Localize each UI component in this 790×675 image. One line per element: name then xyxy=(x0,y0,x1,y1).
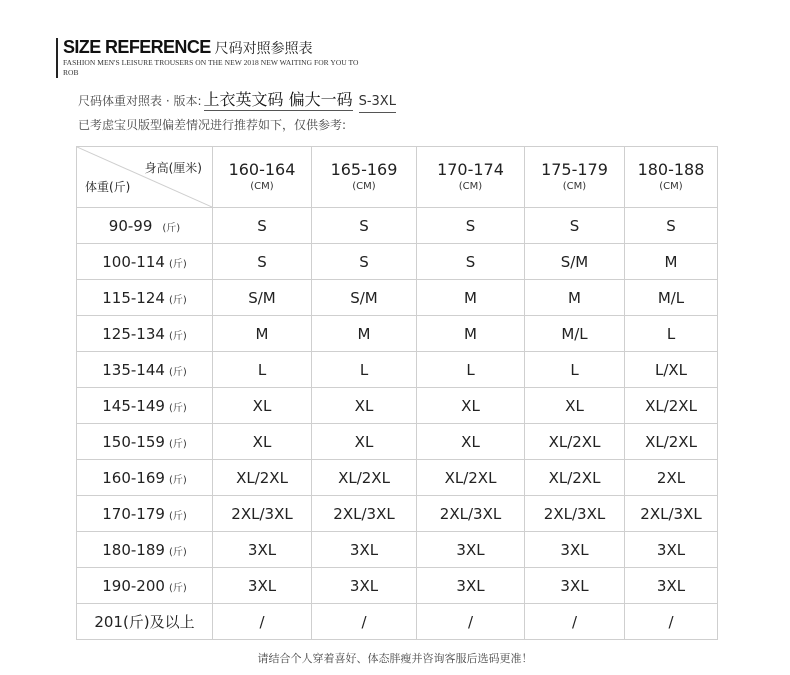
size-cell: M xyxy=(625,244,718,280)
size-cell: L xyxy=(312,352,417,388)
weight-range: 150-159 xyxy=(102,432,165,451)
table-row xyxy=(77,208,718,244)
height-range: 180-188 xyxy=(637,160,705,179)
weight-range-cell xyxy=(77,604,213,640)
corner-height-label: 身高(厘米) xyxy=(144,161,202,175)
size-cell: XL xyxy=(417,388,525,424)
weight-unit: (斤) xyxy=(168,438,187,450)
weight-unit: (斤) xyxy=(168,546,187,558)
weight-unit: (斤) xyxy=(168,510,187,522)
weight-range-cell xyxy=(77,388,213,424)
size-cell: M xyxy=(417,316,525,352)
size-cell: 3XL xyxy=(625,568,718,604)
size-cell: 2XL/3XL xyxy=(312,496,417,532)
height-unit: (CM) xyxy=(352,181,376,192)
page-title-en: SIZE REFERENCE xyxy=(63,37,211,57)
height-column-header xyxy=(312,147,417,208)
height-range: 160-164 xyxy=(228,160,296,179)
weight-range-cell xyxy=(77,568,213,604)
size-cell: 3XL xyxy=(525,568,625,604)
size-cell: S xyxy=(525,208,625,244)
size-cell: M/L xyxy=(625,280,718,316)
weight-range: 115-124 xyxy=(102,288,165,307)
size-cell: XL xyxy=(417,424,525,460)
header-accent-bar xyxy=(56,38,58,78)
height-range: 175-179 xyxy=(541,160,608,179)
weight-range: 170-179 xyxy=(102,504,165,523)
table-row xyxy=(77,568,718,604)
size-cell: 2XL xyxy=(625,460,718,496)
size-cell: 2XL/3XL xyxy=(625,496,718,532)
intro-prefix: 尺码体重对照表 · 版本: xyxy=(78,94,202,108)
version-label: 上衣英文码 偏大一码 xyxy=(203,90,353,109)
size-cell: XL/2XL xyxy=(525,460,625,496)
weight-unit: (斤) xyxy=(168,330,187,342)
height-column-header xyxy=(525,147,625,208)
size-cell: M xyxy=(417,280,525,316)
weight-range-cell xyxy=(77,244,213,280)
size-cell: S/M xyxy=(213,280,312,316)
size-cell: S xyxy=(625,208,718,244)
table-row xyxy=(77,352,718,388)
weight-range-cell xyxy=(77,496,213,532)
size-cell: 2XL/3XL xyxy=(525,496,625,532)
table-header-row xyxy=(77,147,718,208)
weight-range: 100-114 xyxy=(102,252,165,271)
size-cell: S xyxy=(312,244,417,280)
intro-disclaimer: 已考虑宝贝版型偏差情况进行推荐如下，仅供参考: xyxy=(78,118,347,132)
size-cell: 3XL xyxy=(417,568,525,604)
size-range-label: S-3XL xyxy=(359,94,396,113)
height-unit: (CM) xyxy=(659,181,683,192)
weight-unit: (斤) xyxy=(168,258,187,270)
size-cell: / xyxy=(417,604,525,640)
table-row xyxy=(77,496,718,532)
size-cell: 3XL xyxy=(417,532,525,568)
size-cell: L xyxy=(213,352,312,388)
corner-diagonal-line xyxy=(77,147,212,207)
page-title-cn: 尺码对照参照表 xyxy=(214,41,313,57)
weight-range: 90-99 xyxy=(108,216,153,235)
size-cell: L xyxy=(417,352,525,388)
table-row xyxy=(77,280,718,316)
size-cell: / xyxy=(625,604,718,640)
table-row xyxy=(77,316,718,352)
weight-unit: (斤) xyxy=(168,294,187,306)
size-cell: L/XL xyxy=(625,352,718,388)
weight-range: 160-169 xyxy=(102,468,165,487)
weight-unit: (斤) xyxy=(168,582,187,594)
size-cell: XL/2XL xyxy=(625,388,718,424)
weight-unit: (斤) xyxy=(168,474,187,486)
weight-range-cell xyxy=(77,424,213,460)
height-range: 170-174 xyxy=(437,160,504,179)
size-cell: L xyxy=(625,316,718,352)
weight-range-cell xyxy=(77,316,213,352)
size-cell: XL xyxy=(312,388,417,424)
weight-range-cell xyxy=(77,280,213,316)
size-cell: S xyxy=(417,244,525,280)
table-row xyxy=(77,532,718,568)
size-cell: XL xyxy=(312,424,417,460)
weight-range: 145-149 xyxy=(102,396,165,415)
height-unit: (CM) xyxy=(250,181,274,192)
weight-range-cell xyxy=(77,352,213,388)
weight-range-cell xyxy=(77,460,213,496)
size-cell: XL xyxy=(525,388,625,424)
weight-range: 190-200 xyxy=(102,576,165,595)
table-row xyxy=(77,424,718,460)
size-cell: XL/2XL xyxy=(625,424,718,460)
size-cell: S xyxy=(213,208,312,244)
intro-version-line xyxy=(78,87,396,110)
size-cell: 2XL/3XL xyxy=(213,496,312,532)
height-unit: (CM) xyxy=(562,181,587,192)
table-corner-cell xyxy=(77,147,213,208)
weight-unit: (斤) xyxy=(168,402,187,414)
table-row xyxy=(77,244,718,280)
size-cell: S xyxy=(213,244,312,280)
height-column-header xyxy=(417,147,525,208)
footer-note: 请结合个人穿着喜好、体态胖瘦并咨询客服后选码更准！ xyxy=(257,652,533,665)
page-subtitle: FASHION MEN'S LEISURE TROUSERS ON THE NEW 2018 NEW WAITING FOR YOU TO ROB xyxy=(63,58,359,77)
weight-range-cell xyxy=(77,208,213,244)
height-column-header xyxy=(625,147,718,208)
size-cell: XL/2XL xyxy=(213,460,312,496)
size-cell: XL/2XL xyxy=(312,460,417,496)
size-cell: M xyxy=(525,280,625,316)
size-cell: M/L xyxy=(525,316,625,352)
size-cell: M xyxy=(213,316,312,352)
weight-unit: (斤) xyxy=(168,366,187,378)
size-cell: / xyxy=(213,604,312,640)
size-cell: L xyxy=(525,352,625,388)
weight-range: 125-134 xyxy=(102,324,165,343)
size-cell: 3XL xyxy=(312,532,417,568)
size-cell: / xyxy=(312,604,417,640)
weight-range: 180-189 xyxy=(102,540,165,559)
weight-range: 201(斤)及以上 xyxy=(94,613,195,631)
size-cell: 3XL xyxy=(213,532,312,568)
size-cell: 3XL xyxy=(525,532,625,568)
size-cell: XL/2XL xyxy=(525,424,625,460)
size-cell: XL/2XL xyxy=(417,460,525,496)
weight-range: 135-144 xyxy=(102,360,165,379)
table-row xyxy=(77,460,718,496)
size-cell: S xyxy=(417,208,525,244)
size-reference-table xyxy=(76,146,718,640)
size-cell: S xyxy=(312,208,417,244)
size-cell: / xyxy=(525,604,625,640)
size-cell: S/M xyxy=(525,244,625,280)
size-table-body xyxy=(77,147,718,640)
corner-weight-label: 体重(斤) xyxy=(85,180,131,194)
weight-unit: (斤) xyxy=(162,222,181,234)
weight-range-cell xyxy=(77,532,213,568)
size-cell: M xyxy=(312,316,417,352)
size-cell: 3XL xyxy=(213,568,312,604)
table-row xyxy=(77,388,718,424)
size-cell: 2XL/3XL xyxy=(417,496,525,532)
size-cell: XL xyxy=(213,424,312,460)
size-cell: S/M xyxy=(312,280,417,316)
page-title xyxy=(63,37,313,58)
height-column-header xyxy=(213,147,312,208)
table-row xyxy=(77,604,718,640)
height-range: 165-169 xyxy=(330,160,398,179)
size-cell: XL xyxy=(213,388,312,424)
size-cell: 3XL xyxy=(625,532,718,568)
height-unit: (CM) xyxy=(458,181,483,192)
size-cell: 3XL xyxy=(312,568,417,604)
